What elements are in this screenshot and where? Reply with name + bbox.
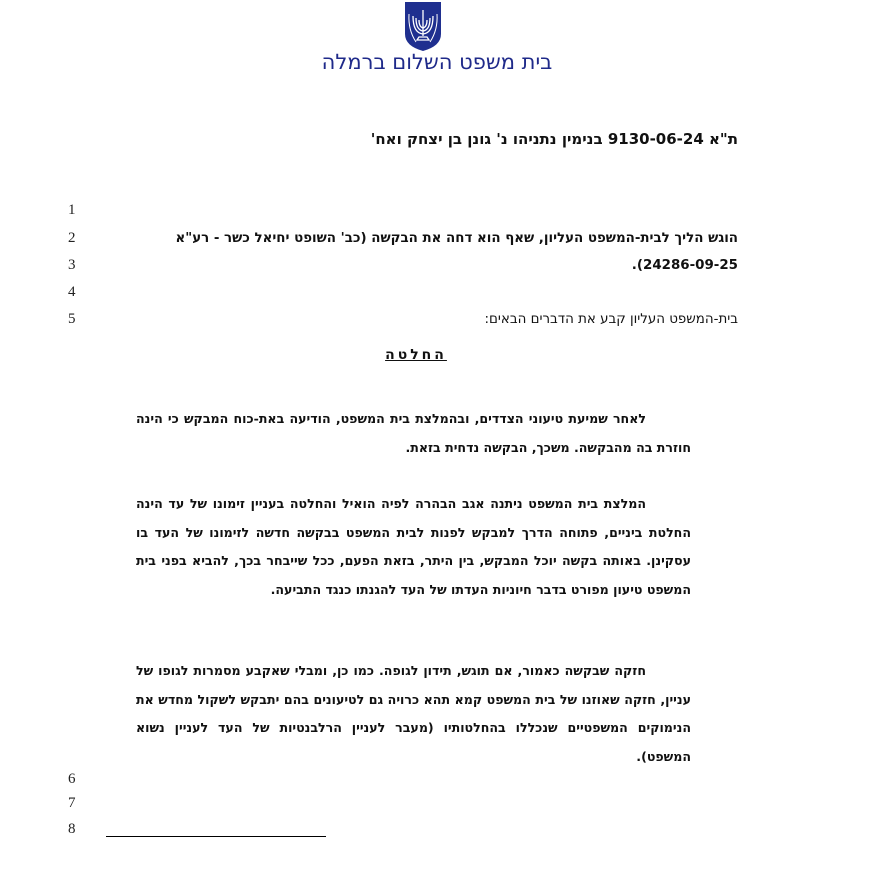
court-name: בית משפט השלום ברמלה bbox=[321, 50, 553, 74]
decision-paragraph: חזקה שבקשה כאמור, אם תוגש, תידון לגופה. כמו כן, ומבלי שאקבע מסמרות לגופו של עניין, חזקה שאוזנו של בית המשפט קמא תהא כרויה גם לטיעונים בהם יתבקש לשקול מחדש את הנימוקים המשפטיים שנכללו בהחלטותיו (מעבר לעניין הרלבנטיות של העד לעניין נשוא המשפט). bbox=[136, 663, 691, 764]
line-number: 1 bbox=[68, 202, 76, 218]
line-number: 6 bbox=[68, 771, 76, 787]
decision-paragraph: המלצת בית המשפט ניתנה אגב הבהרה לפיה הואיל והחלטה בעניין זימונו של עד הינה החלטת ביניים, פתוחה הדרך למבקש לפנות לבית המשפט בבקשה חדשה לזימונו של העד בו עסקינן. באותה בקשה יוכל המבקש, בין היתר, בזאת הפעם, ככל שייבחר בכך, להביא בפני בית המשפט טיעון מפורט בדבר חיוניות העדתו של העד להגנתו כנגד התביעה. bbox=[136, 496, 691, 597]
line-number: 8 bbox=[68, 821, 76, 837]
intro-line: 24286-09-25). bbox=[631, 258, 738, 273]
line-number: 2 bbox=[68, 230, 76, 246]
line-number: 7 bbox=[68, 795, 76, 811]
decision-heading: החלטה bbox=[385, 347, 447, 363]
footnote-separator bbox=[106, 836, 326, 837]
line-number: 5 bbox=[68, 311, 76, 327]
intro-line: בית-המשפט העליון קבע את הדברים הבאים: bbox=[484, 312, 738, 327]
decision-paragraph: לאחר שמיעת טיעוני הצדדים, ובהמלצת בית המשפט, הודיעה באת-כוח המבקש כי הינה חוזרת בה מהבקשה. משכך, הבקשה נדחית בזאת. bbox=[136, 411, 691, 455]
case-title: ת"א 9130-06-24 בנימין נתניהו נ' גונן בן יצחק ואח' bbox=[370, 130, 738, 148]
line-number: 3 bbox=[68, 257, 76, 273]
line-number: 4 bbox=[68, 284, 76, 300]
intro-line: הוגש הליך לבית-המשפט העליון, שאף הוא דחה את הבקשה (כב' השופט יחיאל כשר - רע"א bbox=[175, 231, 738, 246]
state-emblem-icon bbox=[402, 0, 444, 52]
